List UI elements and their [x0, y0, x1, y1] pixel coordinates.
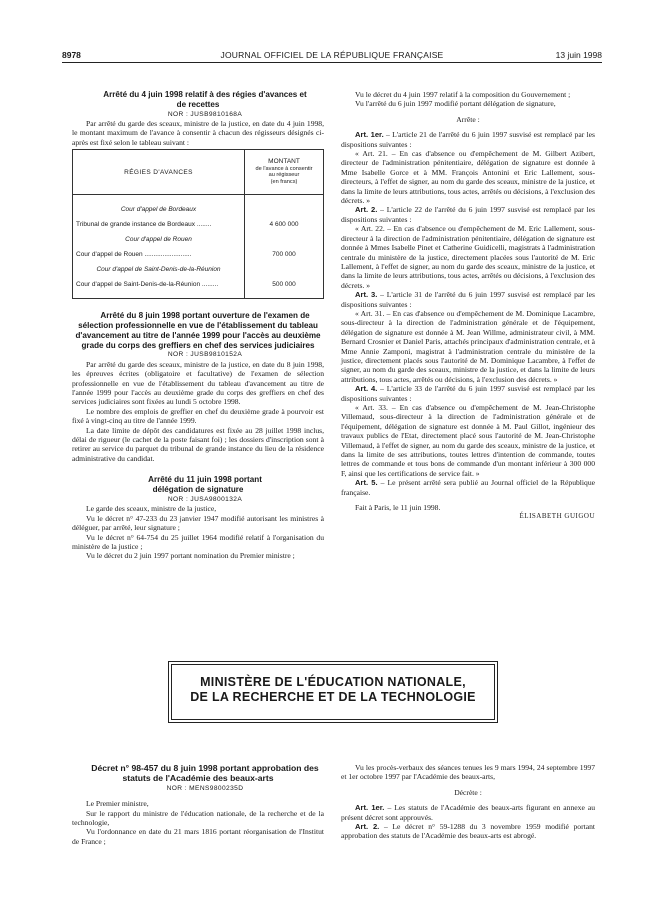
article-5: Art. 5. – Le présent arrêté sera publié au Journal officiel de la République française.: [341, 478, 595, 497]
decret-article-2: Art. 2. – Le décret n° 59-1288 du 3 novembre 1959 modifié portant approbation des statuts de l'Académie des beaux-arts est abrogé.: [341, 822, 595, 841]
table-row: Tribunal de grande instance de Bordeaux ........ 4 600 000: [73, 217, 324, 232]
arrete-delegation-p1: Le garde des sceaux, ministre de la justice,: [86, 504, 217, 514]
table-row: Cour d'appel de Rouen: [73, 232, 324, 247]
vu-decret-gouvernement: Vu le décret du 4 juin 1997 relatif à la composition du Gouvernement ;: [355, 90, 571, 99]
ministry-line-1: MINISTÈRE DE L'ÉDUCATION NATIONALE,: [200, 675, 466, 689]
bottom-right-column: [341, 763, 595, 841]
signature: ÉLISABETH GUIGOU: [519, 512, 595, 521]
regies-header: RÉGIES D'AVANCES: [73, 150, 245, 195]
arrete-regies-nor: NOR : JUSB9810168A: [167, 110, 243, 118]
table-row: Cour d'appel de Bordeaux: [73, 195, 324, 218]
decret-p1: Le Premier ministre,: [86, 799, 149, 809]
bottom-left-column: [72, 763, 324, 846]
arrete-examen-nor: NOR : JUSB9810152A: [167, 351, 243, 359]
article-1: Art. 1er. – L'article 21 de l'arrêté du 6 juin 1997 susvisé est remplacé par les dispositions suivantes :: [341, 130, 595, 149]
table-row: Cour d'appel de Saint-Denis-de-la-Réunion: [73, 262, 324, 277]
arrete-examen-p2: Le nombre des emplois de greffier en chef du deuxième grade à pourvoir est fixé à vingt-cinq au titre de l'année 1999.: [72, 406, 324, 426]
vu-arrete-delegation: Vu l'arrêté du 6 juin 1997 modifié portant délégation de signature,: [355, 99, 556, 109]
arrete-delegation-p4: Vu le décret du 2 juin 1997 portant nomination du Premier ministre ;: [86, 551, 295, 561]
decrete-heading: Décrète :: [454, 787, 482, 797]
arrete-heading: Arrête :: [456, 114, 480, 124]
vu-proces-verbaux: Vu les procès-verbaux des séances tenues les 9 mars 1994, 24 septembre 1997 et 1er octobre 1997 par l'Académie des beaux-arts,: [341, 763, 595, 782]
montant-header: MONTANT de l'avance à consentir au régisseur (en francs): [245, 150, 324, 195]
issue-date: 13 juin 1998: [555, 50, 602, 60]
header-rule: [62, 62, 602, 63]
decret-p3: Vu l'ordonnance en date du 21 mars 1816 portant réorganisation de l'Institut de France ;: [72, 827, 324, 846]
regies-table: [72, 149, 324, 299]
ministry-line-2: DE LA RECHERCHE ET DE LA TECHNOLOGIE: [190, 690, 476, 704]
article-4-quote: « Art. 33. – En cas d'absence ou d'empêchement de M. Jean-Christophe Villemaud, sous-directeur à la direction de l'administration générale et de l'équipement, délégation de signature est donnée à M. Paul Gillot, ingénieur des travaux publics de l'Etat, directement placé sous l'autorité de M. Jean-Christophe Villemaud, à l'effet de signer, au nom du garde des sceaux, ministre de la justice, et dans la limite de ses attributions, toutes lettres d'intention de commande, toutes lettres de commande et tous bons de commande d'un montant inférieur à 300 000 F, ainsi que les certifications de service fait. »: [341, 403, 595, 478]
arrete-delegation-p2: Vu le décret n° 47-233 du 23 janvier 1947 modifié autorisant les ministres à déléguer, par arrêté, leur signature ;: [72, 513, 324, 533]
decret-nor: NOR : MENS9800235D: [166, 784, 244, 792]
journal-title: JOURNAL OFFICIEL DE LA RÉPUBLIQUE FRANÇAISE: [220, 50, 444, 60]
article-3: Art. 3. – L'article 31 de l'arrêté du 6 juin 1997 susvisé est remplacé par les dispositions suivantes :: [341, 290, 595, 309]
arrete-delegation-p3: Vu le décret n° 64-754 du 25 juillet 1964 modifié relatif à l'organisation du ministère de la justice ;: [72, 532, 324, 551]
left-column: [72, 90, 324, 561]
done-at: Fait à Paris, le 11 juin 1998.: [355, 503, 441, 513]
arrete-examen-p3: La date limite de dépôt des candidatures est fixée au 28 juillet 1998 inclus, délai de rigueur (le cachet de la poste faisant foi) ; les dossiers d'inscription sont à retirer au service du parquet du tribunal de grande instance du lieu de la résidence administrative du candidat.: [72, 425, 324, 463]
decret-article-1: Art. 1er. – Les statuts de l'Académie des beaux-arts figurant en annexe au présent décret sont approuvés.: [341, 803, 596, 822]
article-1-quote: « Art. 21. – En cas d'absence ou d'empêchement de M. Gilbert Azibert, directeur de l'administration pénitentiaire, délégation de signature est donnée à Mme Isabelle Gorce et à MM. François Antonini et Eric Lallement, sous-directeurs, à l'effet de signer, au nom du garde des sceaux, ministre de la justice, et dans la limite de leurs attributions, tous actes, arrêtés ou décisions, à l'exclusion des décrets. »: [341, 149, 596, 206]
arrete-delegation-nor: NOR : JUSA9800132A: [167, 495, 243, 503]
arrete-delegation-title: Arrêté du 11 juin 1998 portant délégation de signature: [148, 475, 262, 495]
arrete-regies-text: Par arrêté du garde des sceaux, ministre de la justice, en date du 4 juin 1998, le montant maximum de l'avance à consentir à chacun des régisseurs désignés ci-après est fixé selon le tableau suivant :: [72, 119, 324, 147]
table-row: Cour d'appel de Rouen .......................... 700 000: [73, 247, 324, 262]
article-4: Art. 4. – L'article 33 de l'arrêté du 6 juin 1997 susvisé est remplacé par les dispositions suivantes :: [341, 384, 595, 403]
decret-title: Décret n° 98-457 du 8 juin 1998 portant approbation des statuts de l'Académie des beaux-arts: [91, 763, 319, 784]
arrete-regies-title: Arrêté du 4 juin 1998 relatif à des régies d'avances et de recettes: [103, 90, 307, 109]
arrete-examen-title: Arrêté du 8 juin 1998 portant ouverture de l'examen de sélection professionnelle en vue de l'établissement du tableau d'avancement au titre de l'année 1999 pour l'accès au deuxième grade du corps des greffiers en chef des services judiciaires: [75, 311, 321, 350]
article-2-quote: « Art. 22. – En cas d'absence ou d'empêchement de M. Eric Lallement, sous-directeur à la direction de l'administration pénitentiaire, délégation de signature est donnée à Mmes Isabelle Pinet et Catherine Guidicelli, magistrats à l'administration centrale du ministère de la justice, directement placées sous l'autorité de M. Eric Lallement, à l'effet de signer, au nom du garde des sceaux, ministre de la justice, et dans la limite de leurs attributions, tous actes, arrêtés ou décisions, à l'exclusion des décrets. »: [341, 224, 596, 290]
page-number: 8978: [62, 50, 81, 60]
decret-p2: Sur le rapport du ministre de l'éducation nationale, de la recherche et de la technologie,: [72, 808, 324, 828]
right-column: [341, 90, 595, 522]
article-2: Art. 2. – L'article 22 de l'arrêté du 6 juin 1997 susvisé est remplacé par les dispositions suivantes :: [341, 205, 595, 224]
article-3-quote: « Art. 31. – En cas d'absence ou d'empêchement de M. Dominique Lacambre, sous-directeur à la direction de l'administration générale et de l'équipement, délégation de signature est donnée à M. Jean Willme, administrateur civil, à MM. Bernard Crosnier et Daniel Paris, attachés principaux d'administration centrale, et à Mme Annie Zamponi, magistrat à l'administration centrale du ministère de la justice, directement placés sous l'autorité de M. Dominique Lacambre, à l'effet de signer, au nom du garde des sceaux, ministre de la justice, et dans la limite de leurs attributions, tous actes, arrêtés ou décisions, à l'exclusion des décrets. »: [341, 308, 595, 384]
table-row: Cour d'appel de Saint-Denis-de-la-Réunion ......... 500 000: [73, 277, 324, 299]
ministry-heading-box: [168, 661, 498, 723]
arrete-examen-p1: Par arrêté du garde des sceaux, ministre de la justice, en date du 8 juin 1998, les épreuves écrites (obligatoire et facultative) de l'examen de sélection professionnelle en vue de l'établissement du tableau d'avancement au titre de l'année 1999 pour l'accès au deuxième grade du corps des greffiers en chef des services judiciaires sont fixées au lundi 5 octobre 1998.: [72, 359, 324, 407]
